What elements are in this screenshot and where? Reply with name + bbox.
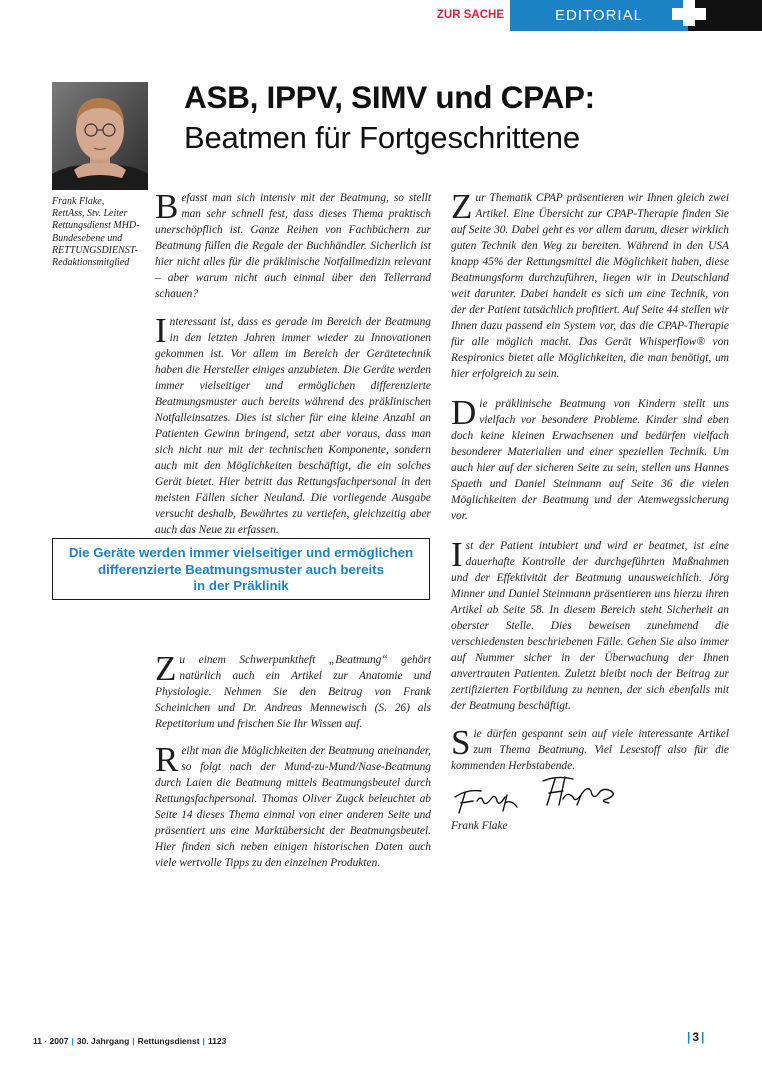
paragraph: Ist der Patient intubiert und wird er beatmet, ist eine dauerhafte Kontrolle der durchgeführten Maßnahmen und der Effektivität der Beatmung unausweichlich. Jörg Minner und Daniel Steinmann präsentieren uns hierzu ihren Artikel ab Seite 58. In diesem Bereich steht Sicherheit an oberster Stelle. Dies beweisen zunehmend die verschiedensten beschriebenen Fälle. Gehen Sie also immer auf Nummer sicher in der Überwachung der Ihnen anvertrauten Patienten. Zuletzt bleibt noch der Beitrag zur zertifizierten Fortbildung zu nennen, der sich ebenfalls mit der Beatmung beschäftigt. [451, 535, 729, 712]
paragraph: Befasst man sich intensiv mit der Beatmung, so stellt man sehr schnell fest, dass dieses Thema praktisch unerschöpflich ist. Ganze Reihen von Fachbüchern zur Beatmung füllen die Regale der Buchhändler. Sicherlich ist hier nicht alles für die präklinische Notfallmedizin relevant – aber warum nicht auch einmal über den Tellerrand schauen? [155, 187, 431, 300]
author-photo [52, 82, 148, 190]
page-number-value: 3 [692, 1030, 700, 1044]
caption-line: Redaktionsmitglied [52, 257, 130, 269]
footer: 11 · 2007 | 30. Jahrgang | Rettungsdienst | 1123 [33, 1036, 227, 1046]
paragraph: Sie dürfen gespannt sein auf viele interessante Artikel zum Thema Beatmung. Viel Lesestoff also für die kommenden Herbstabende. [451, 723, 729, 772]
caption-line: Bundesebene und [52, 232, 123, 244]
footer-issue: 11 · 2007 [33, 1036, 69, 1046]
footer-page-ref: 1123 [207, 1036, 227, 1046]
left-column [155, 187, 431, 871]
footer-volume: 30. Jahrgang [76, 1036, 130, 1046]
caption-line: Rettungsdienst MHD- [52, 220, 140, 232]
footer-journal: Rettungsdienst [137, 1036, 200, 1046]
caption-line: Frank Flake, [52, 196, 105, 207]
category-label: EDITORIAL [510, 0, 688, 31]
paragraph: Zu einem Schwerpunktheft „Beatmung“ gehört natürlich auch ein Artikel zur Anatomie und Physiologie. Nehmen Sie den Beitrag von Frank Scheinichen und Dr. Andreas Mennewisch (S. 26) als Repetitorium und frischen Sie Ihr Wissen auf. [155, 649, 431, 730]
plus-icon-bar [672, 8, 706, 20]
pull-quote [52, 538, 430, 600]
page-number: | 3 | [687, 1030, 705, 1044]
paragraph: Zur Thematik CPAP präsentieren wir Ihnen gleich zwei Artikel. Eine Übersicht zur CPAP-Therapie finden Sie auf Seite 30. Dabei geht es vor allem darum, dieser wirklich guten Technik den Weg zu bereiten. Während in den USA knapp 45% der Rettungsmittel die Möglichkeit haben, diese Beatmungsform durchzuführen, liegen wir in Deutschland weit darunter. Dabei handelt es sich um eine Technik, von der der Patient tatsächlich profitiert. Auf Seite 44 stellen wir Ihnen dazu passend ein System vor, das die CPAP-Therapie für alle möglich macht. Das Gerät Whisperflow® von Respironics bietet alle Möglichkeiten, die man benötigt, um hier erfolgreich zu sein. [451, 187, 729, 380]
caption-line: RettAss, Stv. Leiter [52, 208, 128, 220]
pull-quote-line: differenzierte Beatmungsmuster auch bereits [98, 561, 384, 577]
signature-name: Frank Flake [451, 820, 508, 832]
handwritten-signature [447, 771, 627, 822]
paragraph: Die präklinische Beatmung von Kindern stellt uns vielfach vor besondere Probleme. Kinder sind eben doch keine kleinen Erwachsenen und bedürfen vielfach besonderer Materialien und einer speziellen Technik. Um auch hier auf der sicheren Seite zu sein, stellen uns Hannes Spaeth und Daniel Steinmann auf Seite 36 die vielen Möglichkeiten der Beatmung und der Atemwegssicherung vor. [451, 393, 729, 522]
right-column [451, 187, 729, 774]
section-label: ZUR SACHE [436, 9, 504, 21]
pull-quote-line: in der Präklinik [193, 578, 289, 593]
pull-quote-line: Die Geräte werden immer vielseitiger und ermöglichen [68, 545, 414, 560]
paragraph: Interessant ist, dass es gerade im Bereich der Beatmung in den letzten Jahren immer wieder zu Innovationen gekommen ist. Vor allem im Bereich der Gerätetechnik haben die Hersteller einiges anzubieten. Die Geräte werden immer vielseitiger und ermöglichen differenzierte Beatmungsmuster auch bereits während des präklinischen Notfalleinsatzes. Dies ist sicher für eine kleine Anzahl an Patienten Gewinn bringend, setzt aber voraus, dass man sich nicht nur mit der technischen Komponente, sondern auch mit den Möglichkeiten beschäftigt, die ein solches Gerät bietet. Hier betritt das Rettungsfachpersonal in den meisten Fällen sicher Neuland. Die vorliegende Ausgabe versucht deshalb, Bewährtes zu vertiefen, gleichzeitig aber auch das Neue zu erfassen. [155, 311, 431, 536]
subheadline: Beatmen für Fortgeschrittene [184, 120, 580, 155]
headline: ASB, IPPV, SIMV und CPAP: [184, 79, 595, 115]
paragraph: Reiht man die Möglichkeiten der Beatmung aneinander, so folgt nach der Mund-zu-Mund/Nase-Beatmung durch Laien die Beatmung mittels Beatmungsbeutel durch Rettungsfachpersonal. Thomas Oliver Zugck beleuchtet ab Seite 14 dieses Thema einmal von einer anderen Seite und präsentiert uns eine Marktübersicht der Beatmungsbeutel. Hier finden sich neben einigen historischen Daten auch viele wertvolle Tipps zu den einzelnen Produkten. [155, 740, 431, 869]
caption-line: RETTUNGSDIENST- [52, 244, 138, 256]
author-caption [52, 196, 156, 269]
